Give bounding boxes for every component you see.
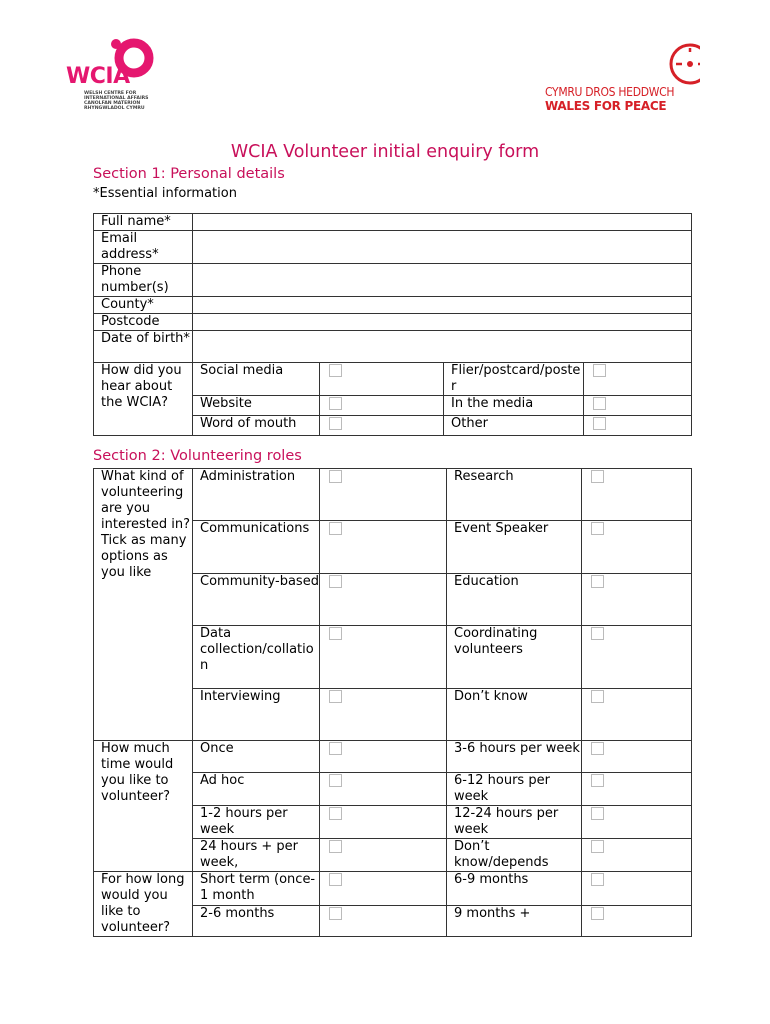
personal-details-table: [93, 213, 692, 436]
option-checkbox-cell: [584, 396, 692, 416]
table-row: [94, 469, 692, 521]
phone-input[interactable]: [193, 264, 692, 297]
option-checkbox-cell: [320, 689, 447, 741]
option-label: In the media: [444, 396, 584, 416]
option-label: 3-6 hours per week: [447, 741, 582, 773]
flier-checkbox[interactable]: [593, 364, 606, 377]
table-row: [94, 363, 692, 396]
option-label: Data collection/collation: [193, 626, 320, 689]
option-checkbox-cell: [320, 872, 447, 906]
dont-know-depends-checkbox[interactable]: [591, 840, 604, 853]
once-checkbox[interactable]: [329, 742, 342, 755]
1-2-hours-checkbox[interactable]: [329, 807, 342, 820]
option-checkbox-cell: [584, 363, 692, 396]
option-checkbox-cell: [582, 689, 692, 741]
dont-know-checkbox[interactable]: [591, 690, 604, 703]
option-label: Other: [444, 416, 584, 436]
option-checkbox-cell: [320, 839, 447, 872]
email-input[interactable]: [193, 231, 692, 264]
option-checkbox-cell: [320, 574, 447, 626]
website-checkbox[interactable]: [329, 397, 342, 410]
short-term-checkbox[interactable]: [329, 873, 342, 886]
option-label: 24 hours + per week,: [193, 839, 320, 872]
option-checkbox-cell: [582, 574, 692, 626]
option-checkbox-cell: [582, 741, 692, 773]
wales-for-peace-logo: [540, 40, 700, 115]
communications-checkbox[interactable]: [329, 522, 342, 535]
option-checkbox-cell: [582, 626, 692, 689]
table-row: [94, 314, 692, 331]
section1-heading: Section 1: Personal details: [93, 166, 285, 182]
in-the-media-checkbox[interactable]: [593, 397, 606, 410]
option-label: Flier/postcard/poster: [444, 363, 584, 396]
option-checkbox-cell: [320, 416, 444, 436]
9-months-plus-checkbox[interactable]: [591, 907, 604, 920]
option-checkbox-cell: [320, 905, 447, 936]
option-checkbox-cell: [582, 905, 692, 936]
option-label: 9 months +: [447, 905, 582, 936]
form-title: WCIA Volunteer initial enquiry form: [230, 142, 540, 162]
2-6-months-checkbox[interactable]: [329, 907, 342, 920]
table-row: [94, 231, 692, 264]
time-label: How much time would you like to volunteer?: [94, 741, 193, 872]
field-label: County*: [94, 297, 193, 314]
option-checkbox-cell: [582, 469, 692, 521]
option-label: Community-based: [193, 574, 320, 626]
word-of-mouth-checkbox[interactable]: [329, 417, 342, 430]
option-checkbox-cell: [320, 626, 447, 689]
wcia-logo-word: WCIA: [66, 64, 130, 89]
option-label: Ad hoc: [193, 773, 320, 806]
option-label: Short term (once-1 month: [193, 872, 320, 906]
option-label: Website: [193, 396, 320, 416]
option-checkbox-cell: [320, 741, 447, 773]
essential-note: *Essential information: [93, 186, 237, 201]
education-checkbox[interactable]: [591, 575, 604, 588]
data-collection-checkbox[interactable]: [329, 627, 342, 640]
volunteering-roles-table: [93, 468, 692, 937]
kind-label: What kind of volunteering are you interested in? Tick as many options as you like: [94, 469, 193, 741]
coordinating-volunteers-checkbox[interactable]: [591, 627, 604, 640]
table-row: [94, 264, 692, 297]
wcia-logo: [64, 36, 174, 116]
option-label: 2-6 months: [193, 905, 320, 936]
wcia-logo-sub-1: WELSH CENTRE FOR: [84, 91, 137, 96]
option-label: 6-12 hours per week: [447, 773, 582, 806]
option-label: Education: [447, 574, 582, 626]
option-checkbox-cell: [320, 363, 444, 396]
long-label: For how long would you like to volunteer?: [94, 872, 193, 937]
administration-checkbox[interactable]: [329, 470, 342, 483]
research-checkbox[interactable]: [591, 470, 604, 483]
6-12-hours-checkbox[interactable]: [591, 774, 604, 787]
option-label: Don’t know: [447, 689, 582, 741]
wcia-logo-sub-2: INTERNATIONAL AFFAIRS: [84, 96, 149, 101]
table-row: [94, 741, 692, 773]
option-label: Interviewing: [193, 689, 320, 741]
section2-heading: Section 2: Volunteering roles: [93, 448, 302, 464]
wcia-logo-sub-4: RHYNGWLADOL CYMRU: [84, 106, 145, 111]
option-checkbox-cell: [582, 521, 692, 574]
event-speaker-checkbox[interactable]: [591, 522, 604, 535]
option-label: 1-2 hours per week: [193, 806, 320, 839]
option-label: Research: [447, 469, 582, 521]
24-hours-plus-checkbox[interactable]: [329, 840, 342, 853]
option-checkbox-cell: [320, 773, 447, 806]
table-row: [94, 331, 692, 363]
option-label: Word of mouth: [193, 416, 320, 436]
option-checkbox-cell: [320, 806, 447, 839]
6-9-months-checkbox[interactable]: [591, 873, 604, 886]
wcia-logo-sub-3: CANOLFAN MATERION: [84, 101, 141, 106]
wales-for-peace-mark: [540, 40, 700, 85]
12-24-hours-checkbox[interactable]: [591, 807, 604, 820]
3-6-hours-checkbox[interactable]: [591, 742, 604, 755]
option-label: Communications: [193, 521, 320, 574]
option-checkbox-cell: [582, 872, 692, 906]
full-name-input[interactable]: [193, 214, 692, 231]
postcode-input[interactable]: [193, 314, 692, 331]
ad-hoc-checkbox[interactable]: [329, 774, 342, 787]
option-label: Event Speaker: [447, 521, 582, 574]
option-label: Administration: [193, 469, 320, 521]
field-label: Full name*: [94, 214, 193, 231]
option-label: Don’t know/depends: [447, 839, 582, 872]
field-label: Phone number(s): [94, 264, 193, 297]
field-label: Postcode: [94, 314, 193, 331]
county-input[interactable]: [193, 297, 692, 314]
option-checkbox-cell: [320, 396, 444, 416]
option-checkbox-cell: [584, 416, 692, 436]
option-label: Coordinating volunteers: [447, 626, 582, 689]
option-checkbox-cell: [582, 773, 692, 806]
table-row: [94, 297, 692, 314]
option-checkbox-cell: [320, 521, 447, 574]
other-checkbox[interactable]: [593, 417, 606, 430]
option-label: 6-9 months: [447, 872, 582, 906]
option-checkbox-cell: [582, 806, 692, 839]
field-label: Date of birth*: [94, 331, 193, 363]
wfp-welsh-name: CYMRU DROS HEDDWCH: [545, 85, 675, 99]
community-based-checkbox[interactable]: [329, 575, 342, 588]
option-checkbox-cell: [582, 839, 692, 872]
social-media-checkbox[interactable]: [329, 364, 342, 377]
wfp-english-name: WALES FOR PEACE: [545, 99, 667, 113]
table-row: [94, 872, 692, 906]
interviewing-checkbox[interactable]: [329, 690, 342, 703]
option-checkbox-cell: [320, 469, 447, 521]
table-row: [94, 214, 692, 231]
option-label: 12-24 hours per week: [447, 806, 582, 839]
field-label: Email address*: [94, 231, 193, 264]
hear-label: How did you hear about the WCIA?: [94, 363, 193, 436]
option-label: Once: [193, 741, 320, 773]
option-label: Social media: [193, 363, 320, 396]
dob-input[interactable]: [193, 331, 692, 363]
